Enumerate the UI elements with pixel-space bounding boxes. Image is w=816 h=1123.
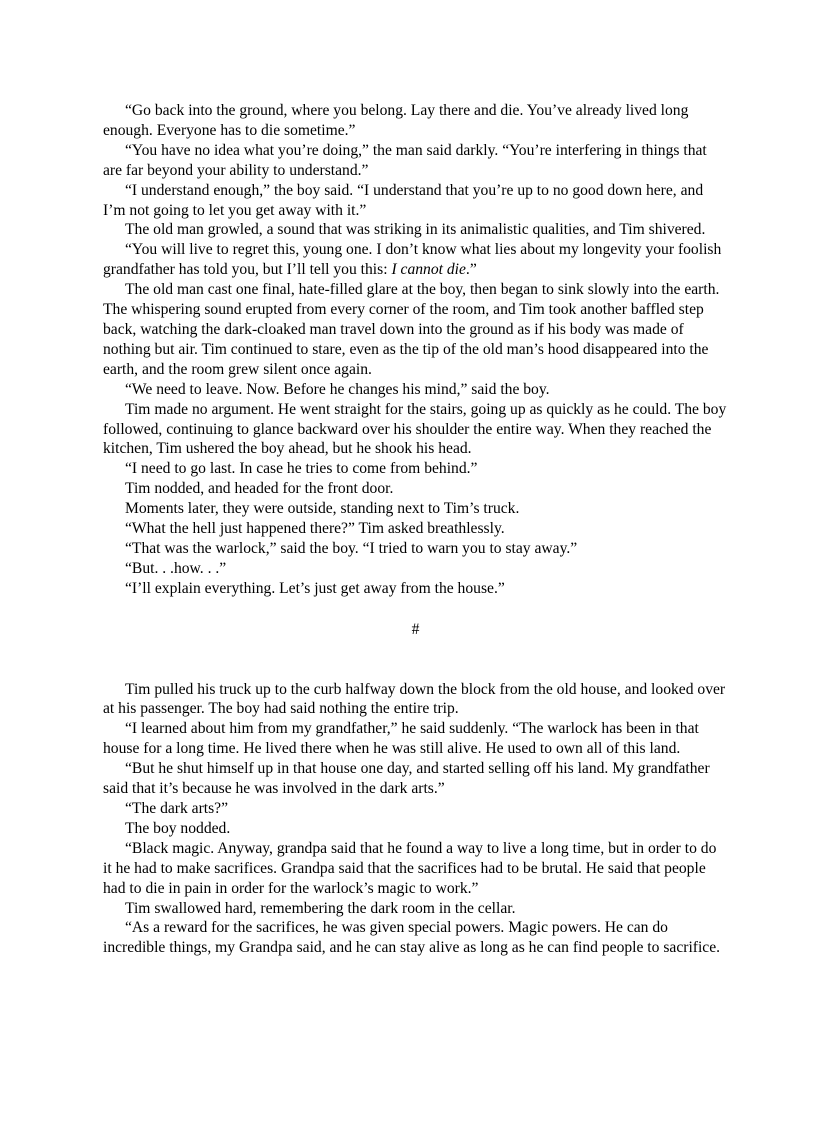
paragraph: “That was the warlock,” said the boy. “I tried to warn you to stay away.” <box>125 539 578 557</box>
paragraph: The old man growled, a sound that was striking in its animalistic qualities, and Tim shivered. <box>125 221 706 239</box>
paragraph: “Go back into the ground, where you belong. Lay there and die. You’ve already lived long enough. Everyone has to die sometime.” <box>103 102 689 139</box>
paragraph: Moments later, they were outside, standing next to Tim’s truck. <box>125 500 520 518</box>
paragraph-with-italic <box>103 240 728 280</box>
paragraph: “The dark arts?” <box>125 800 229 817</box>
paragraph: “I learned about him from my grandfather,” he said suddenly. “The warlock has been in that house for a long time. He lived there when he was still alive. He used to own all of this land. <box>103 720 699 758</box>
paragraph: “You have no idea what you’re doing,” the man said darkly. “You’re interfering in things that are far beyond your ability to understand.” <box>103 141 707 179</box>
paragraph: “We need to leave. Now. Before he changes his mind,” said the boy. <box>125 380 550 398</box>
paragraph: The old man cast one final, hate-filled glare at the boy, then began to sink slowly into the earth. The whispering sound erupted from every corner of the room, and Tim took another baffled step back, watching the dark-cloaked man travel down into the ground as if his body was made of nothing but air. Tim continued to stare, even as the tip of the old man’s hood disappeared into the earth, and the room grew silent once again. <box>103 281 720 378</box>
paragraph: “What the hell just happened there?” Tim asked breathlessly. <box>125 520 505 538</box>
paragraph: “As a reward for the sacrifices, he was given special powers. Magic powers. He can do incredible things, my Grandpa said, and he can stay alive as long as he can find people to sacrifice. <box>103 919 721 957</box>
paragraph: Tim swallowed hard, remembering the dark room in the cellar. <box>125 899 516 917</box>
scene-break: # <box>411 620 420 638</box>
paragraph: The boy nodded. <box>125 819 231 837</box>
paragraph: “I need to go last. In case he tries to come from behind.” <box>125 460 478 478</box>
paragraph: Tim made no argument. He went straight for the stairs, going up as quickly as he could. The boy followed, continuing to glance backward over his shoulder the entire way. When they reached the kitchen, Tim ushered the boy ahead, but he shook his head. <box>103 400 727 458</box>
paragraph: “Black magic. Anyway, grandpa said that he found a way to live a long time, but in order to do it he had to make sacrifices. Grandpa said that the sacrifices had to be brutal. He said that people had to die in pain in order for the warlock’s magic to work.” <box>103 839 717 897</box>
paragraph: “But. . .how. . .” <box>125 559 227 577</box>
paragraph: “But he shut himself up in that house one day, and started selling off his land. My grandfather said that it’s because he was involved in the dark arts.” <box>103 760 710 798</box>
italic-phrase: I cannot die <box>391 261 466 279</box>
paragraph: “I’ll explain everything. Let’s just get away from the house.” <box>125 579 505 597</box>
paragraph-text: .” <box>465 261 477 279</box>
paragraph: Tim pulled his truck up to the curb halfway down the block from the old house, and looked over at his passenger. The boy had said nothing the entire trip. <box>103 680 726 718</box>
paragraph-text: “You will live to regret this, young one. I don’t know what lies about my longevity your foolish grandfather has told you, but I’ll tell you this: <box>103 241 722 279</box>
paragraph: “I understand enough,” the boy said. “I understand that you’re up to no good down here, and I’m not going to let you get away with it.” <box>103 181 704 219</box>
paragraph: Tim nodded, and headed for the front door. <box>125 480 394 498</box>
document-page <box>103 101 728 958</box>
